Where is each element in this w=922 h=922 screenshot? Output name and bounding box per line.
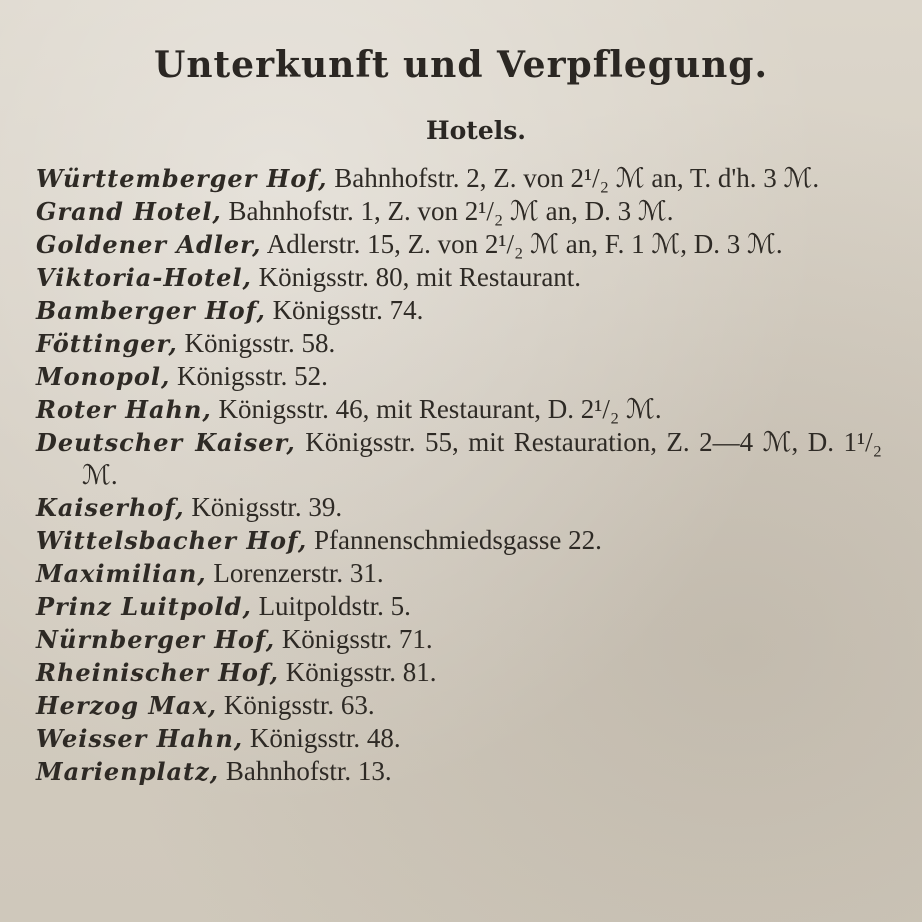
hotel-entry	[36, 393, 882, 426]
hotel-details: Königsstr. 46, mit Restaurant, D. 2¹/₂ ℳ.	[211, 394, 662, 424]
hotel-details: Königsstr. 63.	[217, 690, 375, 720]
hotel-list	[36, 162, 882, 788]
hotel-entry	[36, 360, 882, 393]
hotel-details: Luitpoldstr. 5.	[251, 591, 411, 621]
hotel-name: Nürnberger Hof,	[36, 625, 276, 654]
hotel-details: Königsstr. 58.	[177, 328, 336, 358]
hotel-details: Lorenzerstr. 31.	[206, 558, 384, 588]
hotel-entry	[36, 228, 882, 261]
hotel-entry	[36, 261, 882, 294]
hotel-entry	[36, 722, 882, 755]
page-title: Unterkunft und Verpflegung.	[153, 44, 769, 86]
hotel-details: Königsstr. 71.	[275, 624, 433, 654]
hotel-entry	[36, 524, 882, 557]
hotel-name: Föttinger,	[36, 329, 178, 358]
hotel-entry	[36, 195, 882, 228]
hotel-name: Viktoria-Hotel,	[36, 263, 252, 292]
hotel-name: Rheinischer Hof,	[36, 658, 280, 687]
hotel-entry	[36, 294, 882, 327]
hotel-details: Königsstr. 52.	[170, 361, 328, 391]
section-heading: Hotels.	[425, 116, 527, 145]
hotel-details: Königsstr. 48.	[243, 723, 401, 753]
hotel-details: Königsstr. 81.	[279, 657, 437, 687]
hotel-details: Königsstr. 74.	[265, 295, 424, 325]
hotel-name: Goldener Adler,	[36, 230, 262, 259]
hotel-details: Bahnhofstr. 13.	[219, 756, 392, 786]
hotel-details: Bahnhofstr. 1, Z. von 2¹/₂ ℳ an, D. 3 ℳ.	[221, 196, 674, 226]
hotel-entry	[36, 689, 882, 722]
hotel-entry	[36, 426, 882, 491]
hotel-entry	[36, 162, 882, 195]
hotel-details: Königsstr. 55, mit Restauration, Z. 2—4 ℳ, D. 1¹/₂ ℳ.	[82, 427, 882, 490]
hotel-details: Königsstr. 39.	[184, 492, 343, 522]
hotel-name: Marienplatz,	[36, 757, 220, 786]
hotel-name: Bamberger Hof,	[36, 296, 266, 325]
hotel-name: Deutscher Kaiser,	[36, 428, 296, 457]
hotel-name: Württemberger Hof,	[36, 164, 328, 193]
hotel-entry	[36, 623, 882, 656]
hotel-name: Weisser Hahn,	[36, 724, 244, 753]
hotel-entry	[36, 755, 882, 788]
hotel-details: Bahnhofstr. 2, Z. von 2¹/₂ ℳ an, T. d'h. 3 ℳ.	[327, 163, 820, 193]
hotel-name: Wittelsbacher Hof,	[36, 526, 308, 555]
hotel-entry	[36, 557, 882, 590]
hotel-entry	[36, 656, 882, 689]
hotel-entry	[36, 491, 882, 524]
hotel-details: Adlerstr. 15, Z. von 2¹/₂ ℳ an, F. 1 ℳ, D. 3 ℳ.	[261, 229, 783, 259]
hotel-name: Herzog Max,	[36, 691, 218, 720]
hotel-name: Monopol,	[36, 362, 171, 391]
hotel-details: Pfannenschmiedsgasse 22.	[307, 525, 602, 555]
hotel-details: Königsstr. 80, mit Restaurant.	[251, 262, 582, 292]
hotel-name: Maximilian,	[36, 559, 207, 588]
hotel-name: Kaiserhof,	[36, 493, 185, 522]
hotel-name: Prinz Luitpold,	[36, 592, 252, 621]
hotel-name: Grand Hotel,	[36, 197, 222, 226]
hotel-name: Roter Hahn,	[36, 395, 212, 424]
hotel-entry	[36, 590, 882, 623]
hotel-entry	[36, 327, 882, 360]
